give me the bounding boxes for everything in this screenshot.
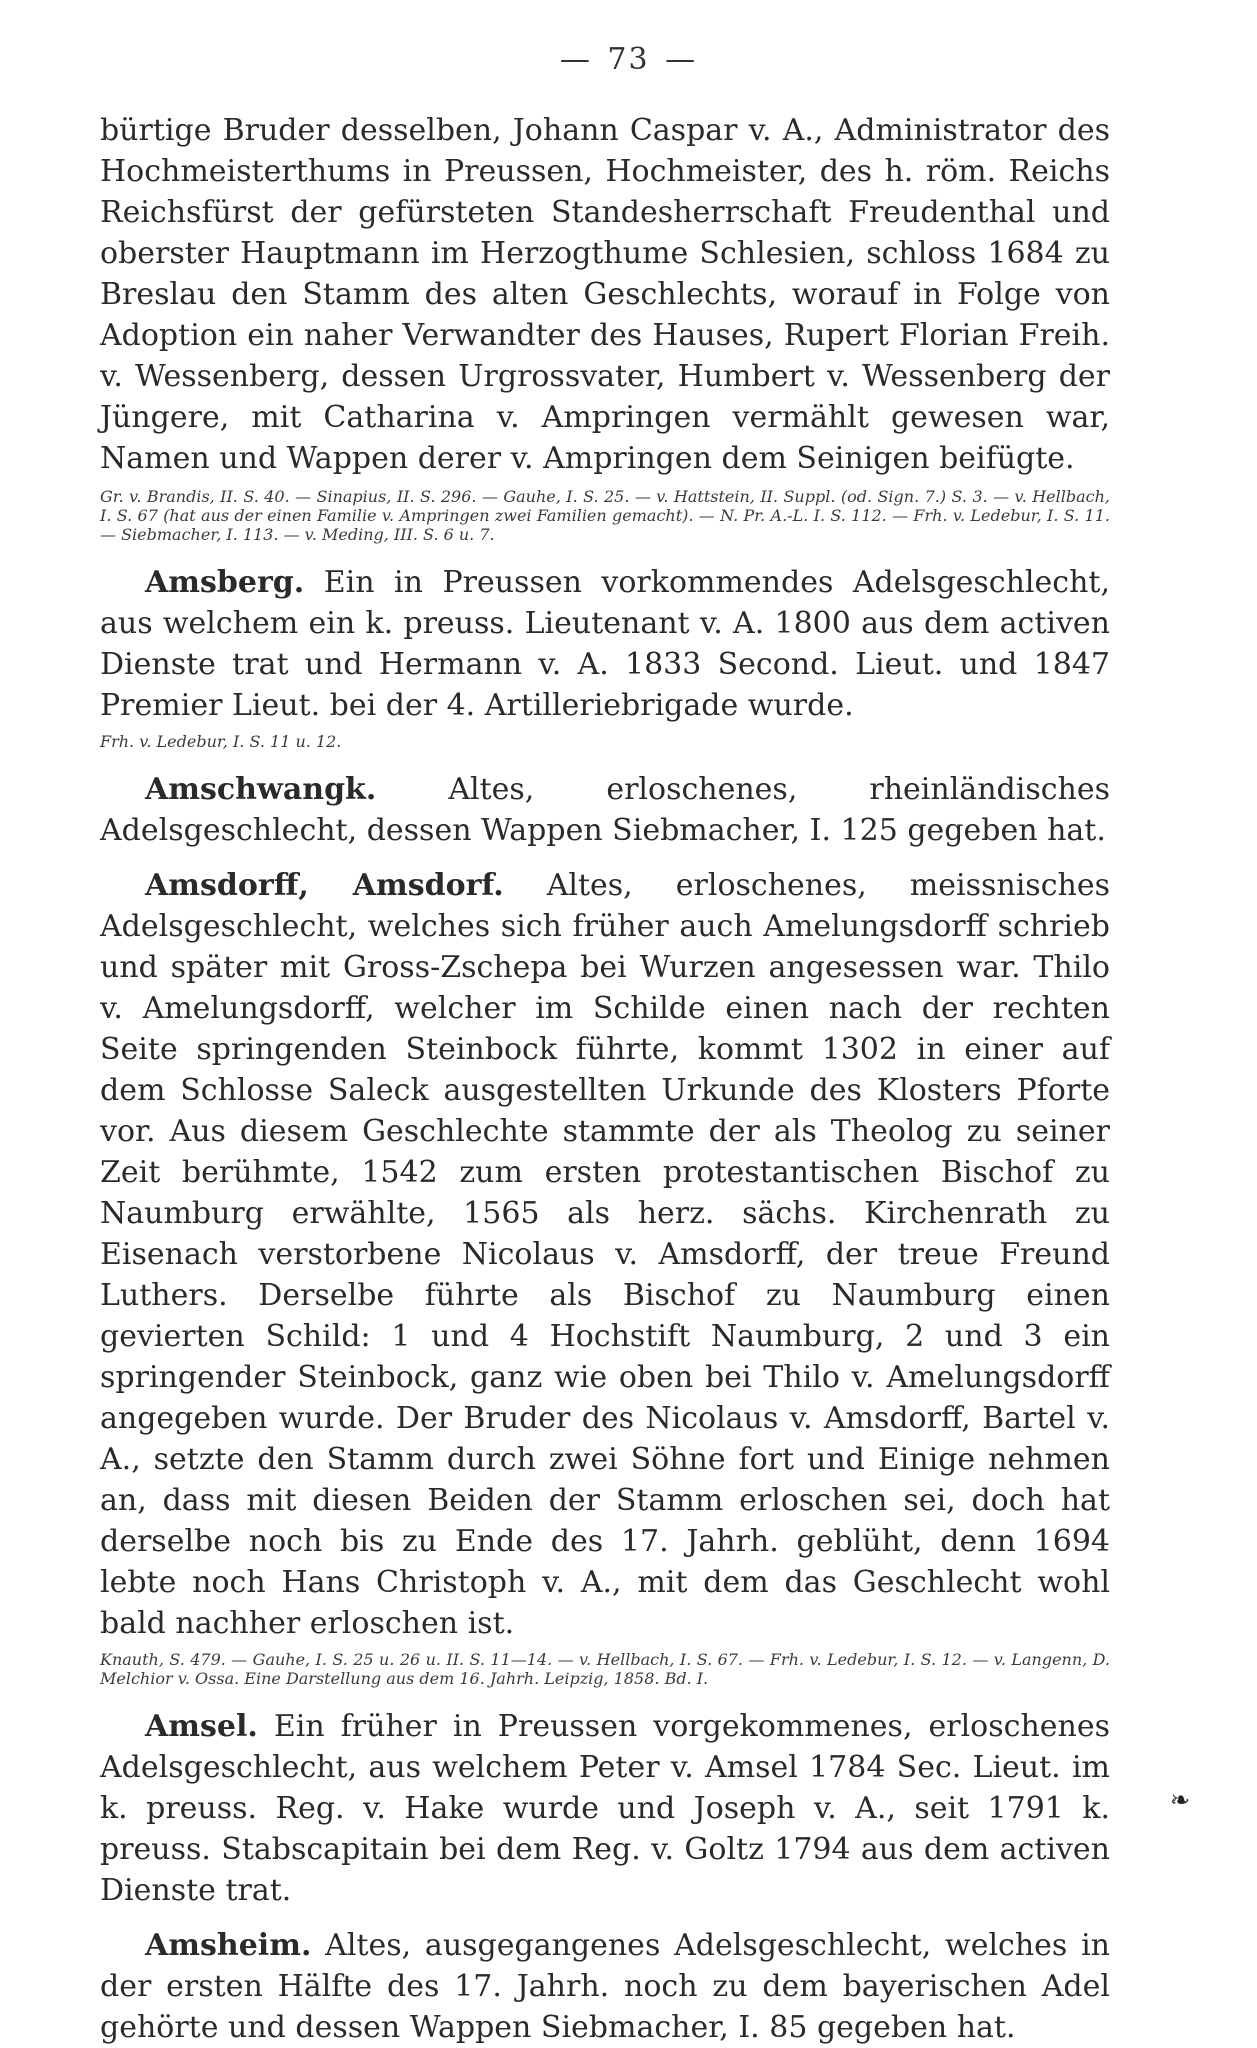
continuation-paragraph: bürtige Bruder desselben, Johann Caspar v. A., Administrator des Hochmeisterthums in Preussen, Hochmeister, des h. röm. Reichs Reichsfürst der gefürsteten Standesherrschaft Freudenthal und oberster Hauptmann im Herzogthume Schlesien, schloss 1684 zu Breslau den Stamm des alten Geschlechts, worauf in Folge von Adoption ein naher Verwandter des Hauses, Rupert Florian Freih. v. Wessenberg, dessen Urgrossvater, Humbert v. Wessenberg der Jüngere, mit Catharina v. Ampringen vermählt gewesen war, Namen und Wappen derer v. Ampringen dem Seinigen beifügte. <box>100 113 1110 476</box>
entry-references: Frh. v. Ledebur, I. S. 11 u. 12. <box>100 732 342 751</box>
continuation-references: Gr. v. Brandis, II. S. 40. — Sinapius, II. S. 296. — Gauhe, I. S. 25. — v. Hattstein, II. Suppl. (od. Sign. 7.) S. 3. — v. Hellbach, I. S. 67 (hat aus der einen Familie v. Ampringen zwei Familien gemacht). — N. Pr. A.-L. I. S. 112. — Frh. v. Ledebur, I. S. 11. — Siebmacher, I. 113. — v. Meding, III. S. 6 u. 7. <box>100 487 1110 544</box>
entry-text: Altes, ausgegangenes Adelsgeschlecht, welches in der ersten Hälfte des 17. Jahrh. noch zu dem bayerischen Adel gehörte und dessen Wappen Siebmacher, I. 85 gegeben hat. <box>100 1928 1110 2045</box>
entry-text: Ein früher in Preussen vorgekommenes, erloschenes Adelsgeschlecht, aus welchem Peter v. Amsel 1784 Sec. Lieut. im k. preuss. Reg. v. Hake wurde und Joseph v. A., seit 1791 k. preuss. Stabscapitain bei dem Reg. v. Goltz 1794 aus dem activen Dienste trat. <box>100 1709 1110 1908</box>
entry-amsel-paragraph <box>100 1706 1110 1911</box>
entry-amschwangk-paragraph <box>100 769 1110 851</box>
entry-headword: Amsel. <box>145 1709 258 1744</box>
text-column <box>100 110 1110 2048</box>
entry-amsberg-paragraph <box>100 562 1110 726</box>
entry-text: Altes, erloschenes, meissnisches Adelsgeschlecht, welches sich früher auch Amelungsdorff schrieb und später mit Gross-Zschepa bei Wurzen angesessen war. Thilo v. Amelungsdorff, welcher im Schilde einen nach der rechten Seite springenden Steinbock führte, kommt 1302 in einer auf dem Schlosse Saleck ausgestellten Urkunde des Klosters Pforte vor. Aus diesem Geschlechte stammte der als Theolog zu seiner Zeit berühmte, 1542 zum ersten protestantischen Bischof zu Naumburg erwählte, 1565 als herz. sächs. Kirchenrath zu Eisenach verstorbene Nicolaus v. Amsdorff, der treue Freund Luthers. Derselbe führte als Bischof zu Naumburg einen gevierten Schild: 1 und 4 Hochstift Naumburg, 2 und 3 ein springender Steinbock, ganz wie oben bei Thilo v. Amelungsdorff angegeben wurde. Der Bruder des Nicolaus v. Amsdorff, Bartel v. A., setzte den Stamm durch zwei Söhne fort und Einige nehmen an, dass mit diesen Beiden der Stamm erloschen sei, doch hat derselbe noch bis zu Ende des 17. Jahrh. geblüht, denn 1694 lebte noch Hans Christoph v. A., mit dem das Geschlecht wohl bald nachher erloschen ist. <box>100 868 1110 1641</box>
entry-text: Ein in Preussen vorkommendes Adelsgeschlecht, aus welchem ein k. preuss. Lieutenant v. A. 1800 aus dem activen Dienste trat und Hermann v. A. 1833 Second. Lieut. und 1847 Premier Lieut. bei der 4. Artilleriebrigade wurde. <box>100 565 1110 723</box>
entry-amsdorff-paragraph <box>100 865 1110 1644</box>
entry-amsheim <box>100 1925 1110 2048</box>
entry-headword: Amschwangk. <box>145 772 377 807</box>
page-number-value: 73 <box>607 42 650 77</box>
entry-amsel <box>100 1706 1110 1911</box>
margin-mark: ❧ <box>1170 1786 1191 1814</box>
page-number <box>0 42 1257 77</box>
entry-references: Knauth, S. 479. — Gauhe, I. S. 25 u. 26 u. II. S. 11—14. — v. Hellbach, I. S. 67. — Frh. v. Ledebur, I. S. 12. — v. Langenn, D. Melchior v. Ossa. Eine Darstellung aus dem 16. Jahrh. Leipzig, 1858. Bd. I. <box>100 1650 1110 1688</box>
entry-amsheim-paragraph <box>100 1925 1110 2048</box>
entry-headword: Amsdorff, Amsdorf. <box>145 868 504 903</box>
entry-amsberg <box>100 562 1110 751</box>
entry-amschwangk <box>100 769 1110 851</box>
entry-text: Altes, erloschenes, rheinländisches Adelsgeschlecht, dessen Wappen Siebmacher, I. 125 gegeben hat. <box>100 772 1110 848</box>
entry-headword: Amsberg. <box>145 565 305 600</box>
page-number-dash-left: — <box>559 42 592 77</box>
page-number-dash-right: — <box>665 42 698 77</box>
entry-headword: Amsheim. <box>145 1928 312 1963</box>
entry-amsdorff <box>100 865 1110 1688</box>
